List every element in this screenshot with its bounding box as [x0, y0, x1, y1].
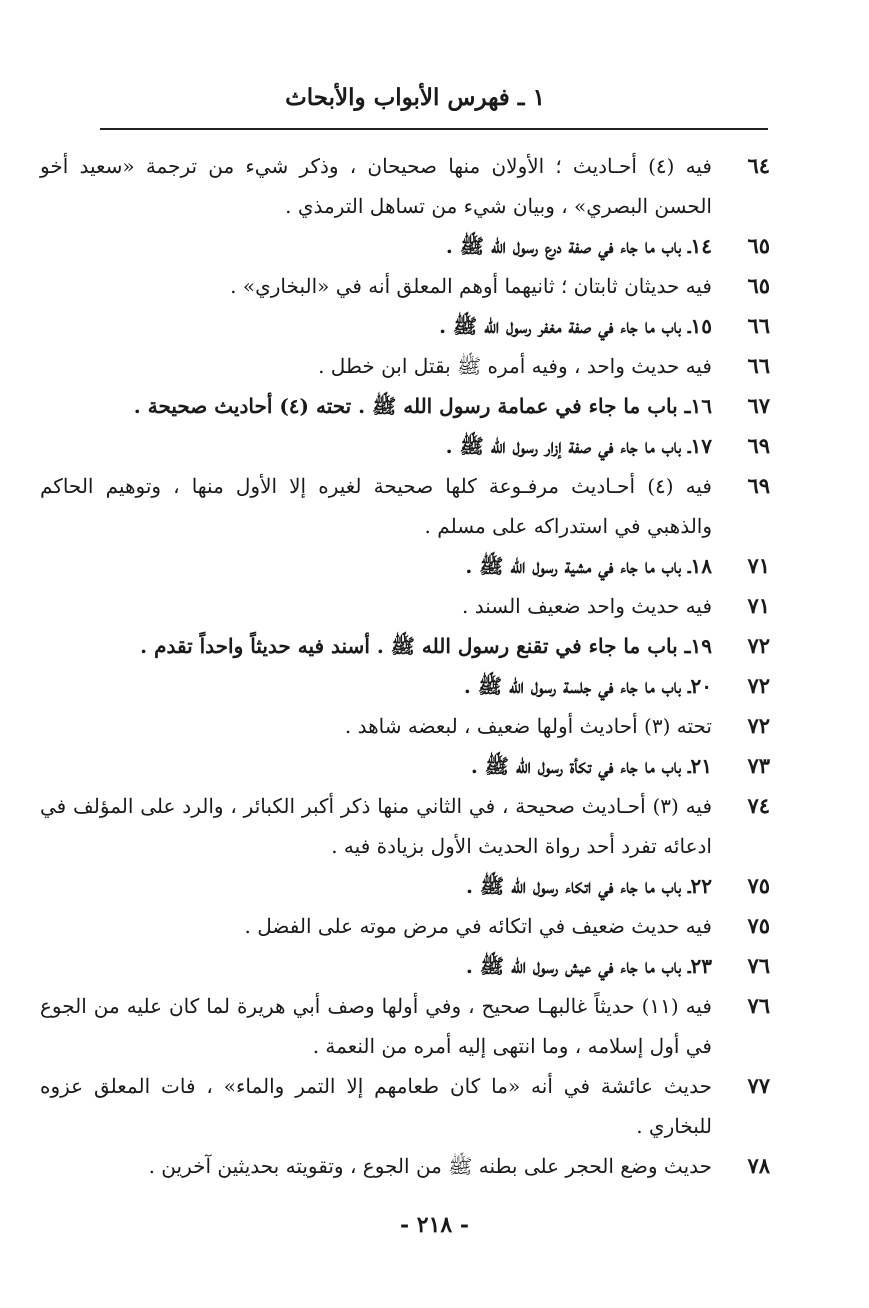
- chapter-entry: [40, 626, 770, 666]
- index-entry: [40, 466, 770, 546]
- entry-text: حديث عائشة في أنه «ما كان طعامهم إلا التمر والماء» ، فات المعلق عزوه للبخاري .: [40, 1074, 712, 1138]
- entry-page-number: ٦٥: [747, 233, 770, 258]
- entry-page-number: ٧٥: [747, 913, 770, 938]
- index-entry: [40, 1066, 770, 1146]
- chapter-entry: [40, 226, 770, 266]
- entry-text: فيه (١١) حديثاً غالبهـا صحيح ، وفي أولها وصف أبي هريرة لما كان عليه من الجوع في أول إسلامه ، وما انتهى إليه أمره من النعمة .: [40, 994, 712, 1058]
- index-entry: [40, 586, 770, 626]
- chapter-title: ٢١ـ باب ما جاء في تكأة رسول الله ﷺ .: [470, 754, 712, 778]
- chapter-title: ١٥ـ باب ما جاء في صفة مغفر رسول الله ﷺ .: [439, 314, 712, 338]
- entry-page-number: ٦٦: [747, 353, 770, 378]
- entry-page-number: ٧٢: [747, 713, 770, 738]
- entry-text: فيه حديث واحد ضعيف السند .: [462, 594, 712, 618]
- chapter-entry: [40, 386, 770, 426]
- entry-page-number: ٧٣: [747, 753, 770, 778]
- entry-text: فيه حديث واحد ، وفيه أمره ﷺ بقتل ابن خطل .: [318, 354, 712, 378]
- entry-page-number: ٧٤: [747, 793, 770, 818]
- index-entry: [40, 906, 770, 946]
- chapter-title: ٢٠ـ باب ما جاء في جلسة رسول الله ﷺ .: [463, 674, 712, 698]
- chapter-title: ١٨ـ باب ما جاء في مشية رسول الله ﷺ .: [465, 554, 712, 578]
- entry-text: حديث وضع الحجر على بطنه ﷺ من الجوع ، وتقويته بحديثين آخرين .: [148, 1154, 712, 1178]
- entry-page-number: ٦٥: [747, 273, 770, 298]
- entry-page-number: ٧٨: [747, 1153, 770, 1178]
- page-footer-number: - ٢١٨ -: [399, 1212, 470, 1238]
- chapter-entry: [40, 306, 770, 346]
- chapter-entry: [40, 866, 770, 906]
- entry-text: فيه حديث ضعيف في اتكائه في مرض موته على الفضل .: [244, 914, 712, 938]
- chapter-title: ١٩ـ باب ما جاء في تقنع رسول الله ﷺ . أسند فيه حديثاً واحداً تقدم .: [140, 634, 712, 658]
- entry-page-number: ٦٦: [747, 313, 770, 338]
- index-entry: [40, 786, 770, 866]
- chapter-entry: [40, 746, 770, 786]
- entry-page-number: ٧١: [747, 593, 770, 618]
- chapter-title: ١٧ـ باب ما جاء في صفة إزار رسول الله ﷺ .: [445, 434, 712, 458]
- chapter-entry: [40, 546, 770, 586]
- index-entry: [40, 1146, 770, 1186]
- entry-page-number: ٦٤: [747, 153, 770, 178]
- entry-page-number: ٧٢: [747, 633, 770, 658]
- chapter-title: ١٦ـ باب ما جاء في عمامة رسول الله ﷺ . تحته (٤) أحاديث صحيحة .: [133, 394, 712, 418]
- entry-page-number: ٧٦: [747, 953, 770, 978]
- index-entry: [40, 346, 770, 386]
- entry-page-number: ٧٢: [747, 673, 770, 698]
- entry-page-number: ٧١: [747, 553, 770, 578]
- chapter-title: ٢٢ـ باب ما جاء في اتكاء رسول الله ﷺ .: [466, 874, 712, 898]
- entry-page-number: ٧٧: [747, 1073, 770, 1098]
- header-rule: [100, 128, 768, 130]
- chapter-title: ٢٣ـ باب ما جاء في عيش رسول الله ﷺ .: [465, 954, 712, 978]
- entry-page-number: ٧٥: [747, 873, 770, 898]
- index-entry: [40, 146, 770, 226]
- entry-text: فيه (٣) أحـاديث صحيحة ، في الثاني منها ذكر أكبر الكبائر ، والرد على المؤلف في ادعائه تفرد أحد رواة الحديث الأول بزيادة فيه .: [40, 794, 712, 858]
- index-entries: [40, 146, 770, 1186]
- entry-page-number: ٧٦: [747, 993, 770, 1018]
- entry-text: فيه حديثان ثابتان ؛ ثانيهما أوهم المعلق أنه في «البخاري» .: [230, 274, 712, 298]
- chapter-entry: [40, 426, 770, 466]
- entry-page-number: ٦٩: [747, 473, 770, 498]
- entry-text: تحته (٣) أحاديث أولها ضعيف ، لبعضه شاهد .: [344, 714, 712, 738]
- entry-page-number: ٦٩: [747, 433, 770, 458]
- chapter-title: ١٤ـ باب ما جاء في صفة درع رسول الله ﷺ .: [445, 234, 712, 258]
- index-entry: [40, 986, 770, 1066]
- chapter-entry: [40, 946, 770, 986]
- entry-page-number: ٦٧: [747, 393, 770, 418]
- index-entry: [40, 706, 770, 746]
- index-entry: [40, 266, 770, 306]
- entry-text: فيه (٤) أحـاديث ؛ الأولان منها صحيحان ، وذكر شيء من ترجمة «سعيد أخو الحسن البصري» ، وبيان شيء من تساهل الترمذي .: [40, 154, 712, 218]
- entry-text: فيه (٤) أحـاديث مرفـوعة كلها صحيحة لغيره إلا الأول منها ، وتوهيم الحاكم والذهبي في استدراكه على مسلم .: [40, 474, 712, 538]
- page-header-title: ١ ـ فهرس الأبواب والأبحاث: [285, 84, 545, 111]
- chapter-entry: [40, 666, 770, 706]
